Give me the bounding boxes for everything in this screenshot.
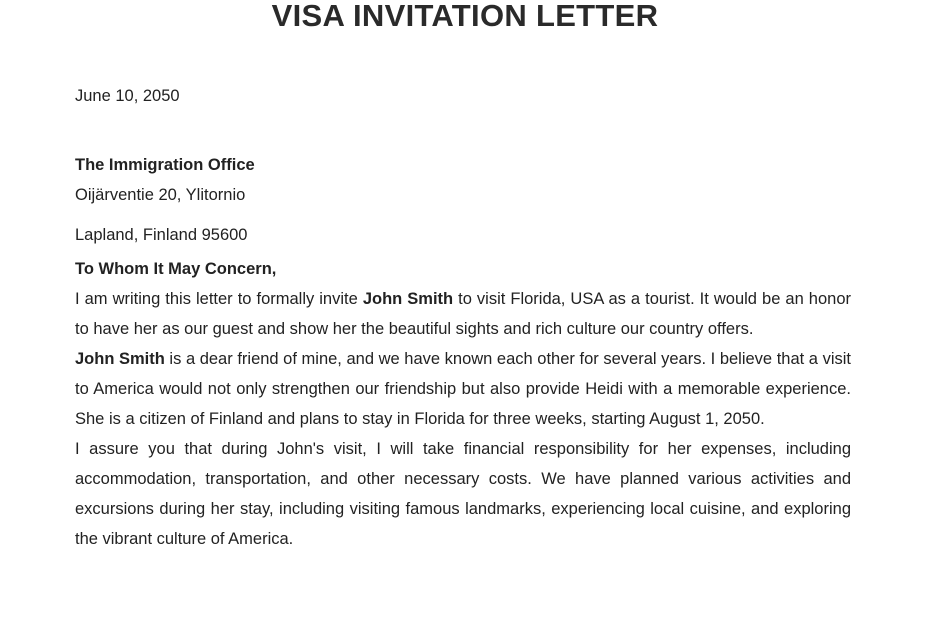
paragraph-3-text: I assure you that during John's visit, I will take financial responsibility for her expenses, including accommodation, transportation, and other necessary costs. We have planned various activities and excursions during her stay, including visiting famous landmarks, experiencing local cuisine, and exploring the vibrant culture of America.: [75, 440, 851, 548]
recipient-address-line2: Lapland, Finland 95600: [75, 226, 248, 244]
invitee-name-2: John Smith: [75, 350, 165, 368]
letter-body: [75, 254, 851, 554]
paragraph-3: [75, 434, 851, 554]
recipient-block: [75, 154, 855, 254]
paragraph-1-text-a: I am writing this letter to formally invite: [75, 290, 363, 308]
recipient-address-line1: Oijärventie 20, Ylitornio: [75, 186, 246, 204]
paragraph-2-text: is a dear friend of mine, and we have known each other for several years. I believe that a visit to America would not only strengthen our friendship but also provide Heidi with a memorable experience. She is a citizen of Finland and plans to stay in Florida for three weeks, starting August 1, 2050.: [75, 350, 851, 428]
recipient-name: The Immigration Office: [75, 156, 255, 174]
letter-title: VISA INVITATION LETTER: [271, 0, 659, 33]
paragraph-2: [75, 344, 851, 434]
salutation: To Whom It May Concern,: [75, 260, 277, 278]
letter-date: June 10, 2050: [75, 87, 180, 105]
paragraph-1-text-b: to visit Florida, USA as a tourist. It would be an honor to have her as our guest and show her the beautiful sights and rich culture our country offers.: [75, 290, 851, 338]
paragraph-1: [75, 284, 851, 344]
invitee-name: John Smith: [362, 290, 454, 308]
